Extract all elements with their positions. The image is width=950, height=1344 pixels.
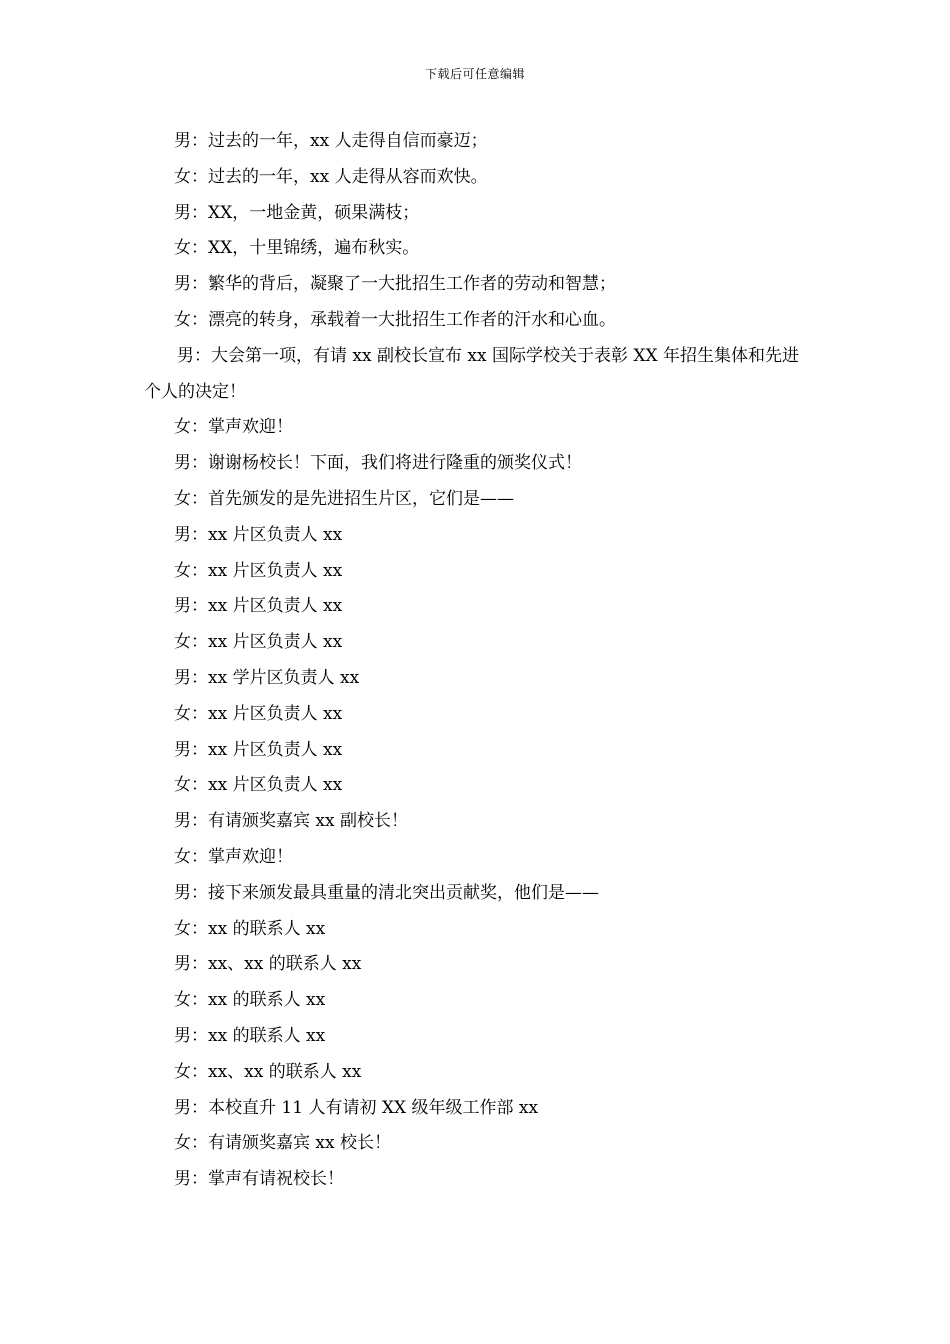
dialogue-line: 男：xx 片区负责人 xx — [174, 739, 343, 760]
dialogue-line: 男：本校直升 11 人有请初 XX 级年级工作部 xx — [174, 1097, 539, 1118]
dialogue-line: 男：xx 学片区负责人 xx — [174, 667, 360, 688]
dialogue-line: 女：xx 的联系人 xx — [174, 918, 326, 939]
dialogue-line: 女：首先颁发的是先进招生片区，它们是—— — [174, 488, 514, 509]
dialogue-line: 男：xx、xx 的联系人 xx — [174, 954, 362, 975]
dialogue-line: 男：xx 片区负责人 xx — [174, 596, 343, 617]
dialogue-line: 男：大会第一项，有请 xx 副校长宣布 xx 国际学校关于表彰 XX 年招生集体和先进个人的决定！ — [144, 345, 799, 402]
dialogue-line: 女：xx 片区负责人 xx — [174, 703, 343, 724]
dialogue-line: 女：漂亮的转身，承载着一大批招生工作者的汗水和心血。 — [174, 309, 616, 330]
dialogue-line: 男：过去的一年，xx 人走得自信而豪迈； — [174, 131, 488, 151]
document-body — [144, 124, 814, 1198]
dialogue-line: 男：谢谢杨校长！下面，我们将进行隆重的颁奖仪式！ — [174, 453, 582, 474]
dialogue-line: 女：xx、xx 的联系人 xx — [174, 1061, 362, 1082]
dialogue-line: 男：有请颁奖嘉宾 xx 副校长！ — [174, 811, 408, 832]
dialogue-line: 男：xx 的联系人 xx — [174, 1025, 326, 1046]
dialogue-line: 男：繁华的背后，凝聚了一大批招生工作者的劳动和智慧； — [174, 274, 616, 295]
dialogue-line: 女：xx 片区负责人 xx — [174, 775, 343, 796]
dialogue-line: 女：xx 片区负责人 xx — [174, 560, 343, 581]
dialogue-line: 女：xx 片区负责人 xx — [174, 632, 343, 653]
dialogue-line: 女：有请颁奖嘉宾 xx 校长！ — [174, 1133, 391, 1154]
page-header: 下载后可任意编辑 — [424, 67, 525, 81]
dialogue-line: 女：掌声欢迎！ — [174, 846, 293, 867]
dialogue-line: 女：xx 的联系人 xx — [174, 990, 326, 1011]
dialogue-line: 男：xx 片区负责人 xx — [174, 524, 343, 545]
dialogue-line: 男：XX，一地金黄，硕果满枝； — [174, 202, 420, 223]
dialogue-line: 女：过去的一年，xx 人走得从容而欢快。 — [174, 166, 488, 187]
dialogue-line: 男：接下来颁发最具重量的清北突出贡献奖，他们是—— — [174, 882, 599, 903]
dialogue-line: 女：掌声欢迎！ — [174, 417, 293, 438]
dialogue-line: 男：掌声有请祝校长！ — [174, 1169, 344, 1190]
dialogue-line: 女：XX，十里锦绣，遍布秋实。 — [174, 238, 420, 259]
